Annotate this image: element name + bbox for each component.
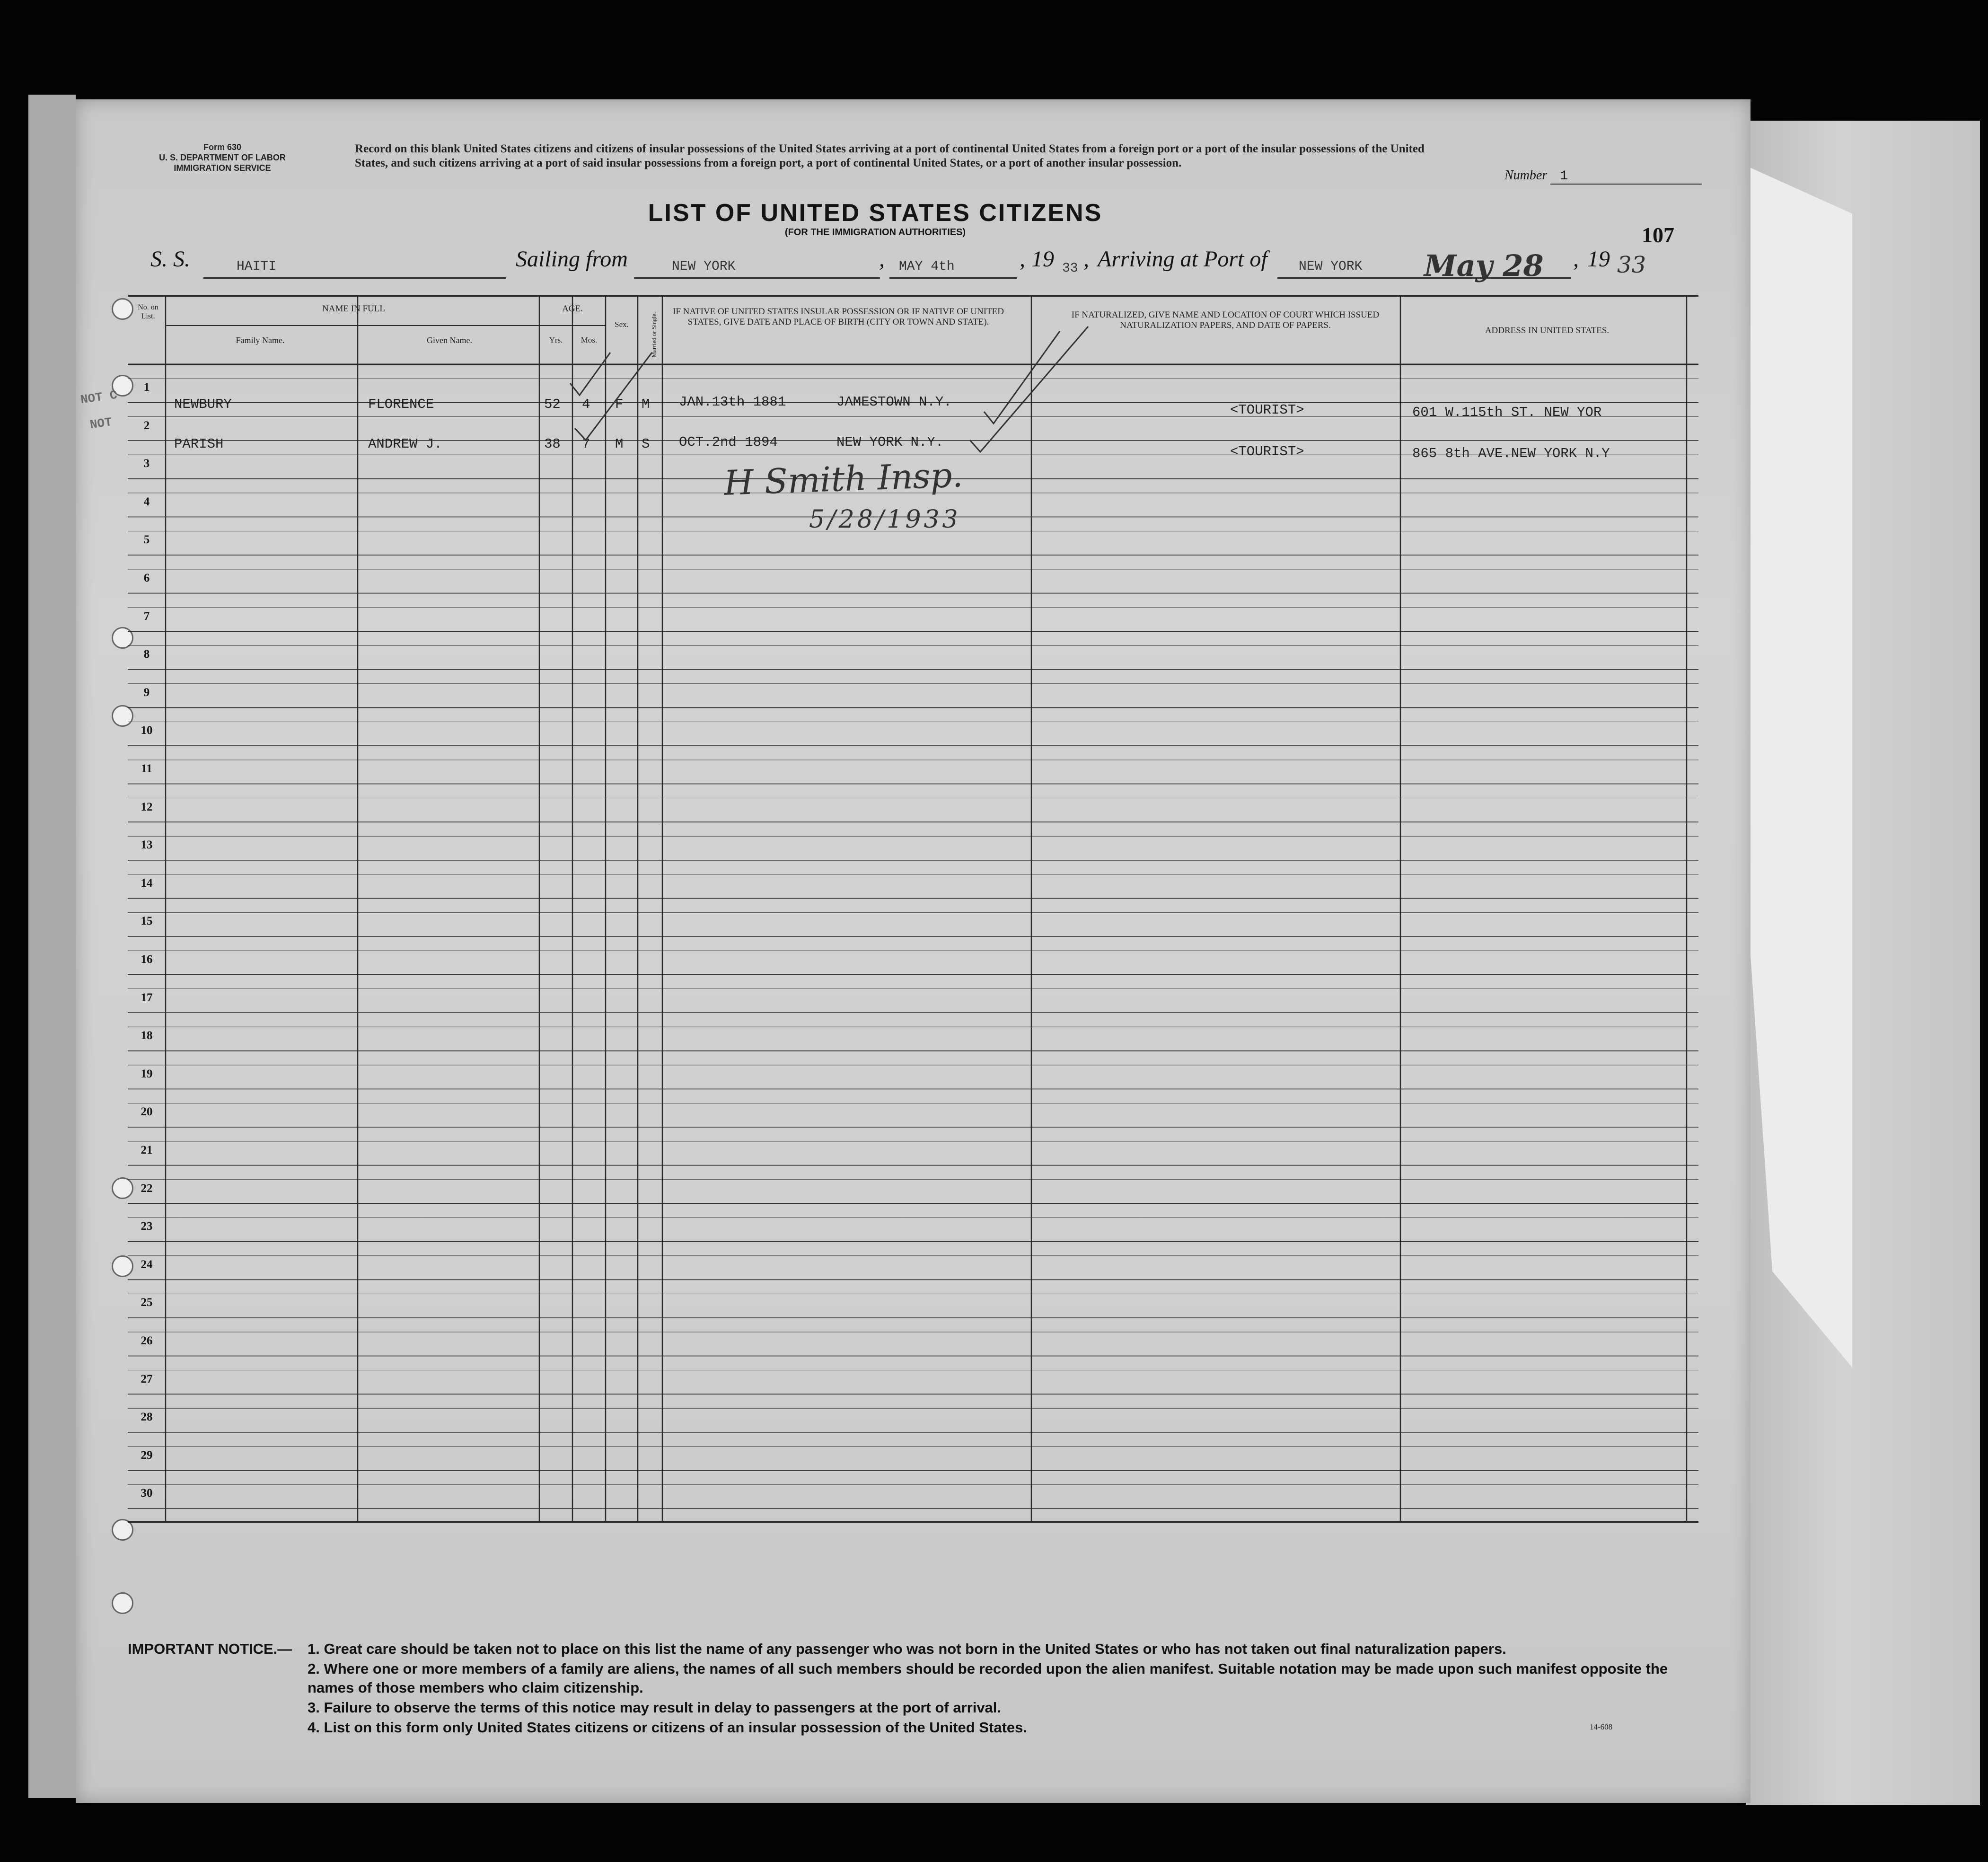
not-citizen-stamp-2: NOT <box>89 415 113 432</box>
row-number: 2 <box>143 419 150 432</box>
sailing-year-prefix: 19 <box>1031 247 1054 272</box>
document-subtitle: (FOR THE IMMIGRATION AUTHORITIES) <box>784 227 966 238</box>
row1-given-name: FLORENCE <box>368 397 434 412</box>
row-number: 29 <box>141 1448 153 1462</box>
row-number: 1 <box>143 381 150 394</box>
row-number: 6 <box>143 572 150 584</box>
notice-item-2: 2. Where one or more members of a family are aliens, the names of all such members should be recorded upon the alien manifest. Suitable notation may be made upon such manifest opposite the names of those members who claim citizenship. <box>308 1660 1668 1696</box>
comma-1: , <box>879 247 885 272</box>
row2-address: 865 8th AVE.NEW YORK N.Y <box>1412 446 1610 461</box>
row-number: 10 <box>141 724 153 737</box>
arrival-year-suffix: 33 <box>1617 252 1646 278</box>
comma-2: , <box>1020 247 1025 272</box>
inspector-date: 5/28/1933 <box>809 505 961 534</box>
row1-naturalized: <TOURIST> <box>1230 402 1304 418</box>
number-label: Number <box>1504 168 1548 183</box>
intro-instructions: Record on this blank United States citizens and citizens of insular possessions of the United States arriving at a port of continental United States from a foreign port or a port of the insular possessions of the United States, and such citizens arriving at a port of said insular possessions from a foreign port, a port of continental United States, or a port of another insular possession. <box>355 142 1425 169</box>
row2-birth-place: NEW YORK N.Y. <box>836 434 944 450</box>
row-number: 14 <box>141 876 153 890</box>
row2-sex: M <box>615 436 624 452</box>
row-number: 3 <box>143 457 150 470</box>
header-married-single: Married or Single. <box>650 312 658 358</box>
arrival-date: May 28 <box>1424 248 1544 283</box>
row-number: 27 <box>141 1372 153 1385</box>
not-citizen-stamp: NOT C <box>79 388 118 407</box>
row-number: 25 <box>141 1296 153 1309</box>
comma-4: , <box>1573 247 1579 272</box>
notice-item-1: 1. Great care should be taken not to place on this list the name of any passenger who was not born in the United States or who has not taken out final naturalization papers. <box>308 1641 1506 1657</box>
arriving-label: Arriving at Port of <box>1098 247 1267 272</box>
row-number: 9 <box>143 686 150 699</box>
header-no-on-list: No. on List. <box>138 303 158 320</box>
header-given-name: Given Name. <box>427 335 472 345</box>
row-number: 8 <box>143 648 150 661</box>
check-mark <box>970 327 1088 452</box>
row-number: 20 <box>141 1105 153 1119</box>
row-number: 22 <box>141 1182 153 1195</box>
sailing-date: MAY 4th <box>899 259 955 274</box>
row1-birth-place: JAMESTOWN N.Y. <box>836 394 952 410</box>
row-number: 5 <box>143 533 150 547</box>
department-name: U. S. DEPARTMENT OF LABOR <box>159 153 286 162</box>
row2-family-name: PARISH <box>174 436 224 452</box>
row2-given-name: ANDREW J. <box>368 436 442 452</box>
page-number: 107 <box>1642 223 1674 247</box>
row1-family-name: NEWBURY <box>174 397 232 412</box>
row1-sex: F <box>615 397 624 412</box>
row1-birth-date: JAN.13th 1881 <box>679 394 786 410</box>
row-number: 12 <box>141 800 153 813</box>
row-number: 30 <box>141 1487 153 1500</box>
header-name-in-full: NAME IN FULL <box>322 304 385 314</box>
number-value: 1 <box>1550 169 1702 185</box>
row2-marital: S <box>642 436 650 452</box>
row2-age-yrs: 38 <box>544 436 561 452</box>
sailing-label: Sailing from <box>516 247 628 272</box>
sailing-from: NEW YORK <box>672 259 736 274</box>
row-number: 4 <box>143 495 150 508</box>
header-age: AGE. <box>562 304 583 314</box>
row-number: 24 <box>141 1258 153 1271</box>
row2-age-mos: 7 <box>582 436 590 452</box>
row1-age-yrs: 52 <box>544 397 561 412</box>
notice-item-3: 3. Failure to observe the terms of this notice may result in delay to passengers at the port of arrival. <box>308 1699 1002 1716</box>
header-yrs: Yrs. <box>549 335 563 344</box>
check-mark <box>984 331 1060 424</box>
row-number: 26 <box>141 1334 153 1347</box>
header-naturalized: IF NATURALIZED, GIVE NAME AND LOCATION OF COURT WHICH ISSUED NATURALIZATION PAPERS, AND DATE OF PAPERS. <box>1071 310 1380 330</box>
row-number: 21 <box>141 1144 153 1156</box>
row1-age-mos: 4 <box>582 397 590 412</box>
form-number: Form 630 <box>203 142 242 152</box>
document-title: LIST OF UNITED STATES CITIZENS <box>648 199 1103 227</box>
service-name: IMMIGRATION SERVICE <box>174 163 271 173</box>
arriving-port: NEW YORK <box>1299 259 1363 274</box>
row-number: 7 <box>143 609 150 623</box>
arrival-year-prefix: 19 <box>1587 247 1610 272</box>
row1-marital: M <box>642 397 650 412</box>
ship-name: HAITI <box>237 259 277 274</box>
check-mark <box>575 353 652 440</box>
notice-heading: IMPORTANT NOTICE.— <box>128 1641 292 1657</box>
row2-birth-date: OCT.2nd 1894 <box>679 434 778 450</box>
header-address: ADDRESS IN UNITED STATES. <box>1485 326 1610 335</box>
row-number: 17 <box>141 991 153 1004</box>
row-number: 23 <box>141 1220 153 1233</box>
row-number: 18 <box>141 1029 153 1042</box>
row-number: 16 <box>141 953 153 966</box>
header-mos: Mos. <box>581 335 598 344</box>
row2-naturalized: <TOURIST> <box>1230 444 1304 459</box>
inspector-signature: H Smith Insp. <box>723 455 964 503</box>
row-number: 11 <box>141 762 152 775</box>
header-birth: IF NATIVE OF UNITED STATES INSULAR POSSESSION OR IF NATIVE OF UNITED STATES, GIVE DATE AND PLACE OF BIRTH (CITY OR TOWN AND STATE). <box>673 307 1004 327</box>
row-number: 13 <box>141 838 153 852</box>
row1-address: 601 W.115th ST. NEW YOR <box>1412 405 1602 420</box>
form-code: 14-608 <box>1590 1722 1613 1731</box>
row-number: 15 <box>141 915 153 928</box>
ss-label: S. S. <box>150 247 190 272</box>
header-family-name: Family Name. <box>236 335 285 345</box>
header-sex: Sex. <box>615 320 629 329</box>
notice-item-4: 4. List on this form only United States citizens or citizens of an insular possession of the United States. <box>308 1719 1027 1736</box>
check-mark <box>570 353 610 395</box>
row-number: 19 <box>141 1067 153 1080</box>
comma-3: , <box>1083 247 1089 272</box>
sailing-year-suffix: 33 <box>1062 261 1078 276</box>
row-number: 28 <box>141 1411 153 1424</box>
